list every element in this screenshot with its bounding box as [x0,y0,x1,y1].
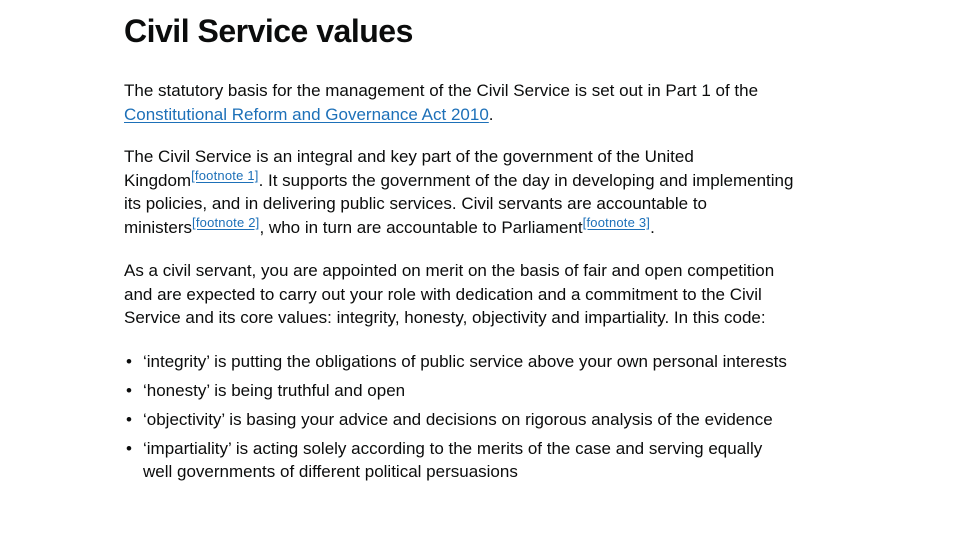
role-text-1: The Civil Service is an integral and key part of the government of the United Kingdom [124,147,694,190]
footnote-2-link[interactable]: [footnote 2] [192,214,260,230]
statutory-basis-end: . [488,104,494,124]
statutory-basis-text: The statutory basis for the management of the Civil Service is set out in Part 1 of the [124,81,759,100]
bullet: • [126,438,132,458]
values-list [124,350,794,483]
core-values-paragraph: As a civil servant, you are appointed on merit on the basis of fair and open competition and are expected to carry out your role with dedication and a commitment to the Civil Service and its core values: integrity, honesty, objectivity and impartiality. In this code: [124,261,775,327]
bullet: • [126,380,132,400]
role-text-2: . It supports the government of the day in developing and implementing its policies, and in delivering public services. Civil servants are accountable to ministers [124,170,794,237]
list-item-integrity [124,350,794,373]
role-text-3: , who in turn are accountable to Parliament [259,217,583,237]
bullet: • [126,351,132,371]
footnote-1-link[interactable]: [footnote 1] [191,167,259,183]
role-text-4: . [650,217,655,237]
list-item-impartiality [124,437,794,483]
footnote-3-link[interactable]: [footnote 3] [582,214,651,230]
page-title: Civil Service values [124,13,413,49]
civil-service-role-paragraph [124,145,794,239]
value-text: ‘integrity’ is putting the obligations of public service above your own personal interests [143,351,787,371]
page-content [124,10,794,489]
list-item-objectivity [124,408,794,431]
value-text: ‘impartiality’ is acting solely according to the merits of the case and serving equally well governments of different political persuasions [143,438,763,481]
value-text: ‘honesty’ is being truthful and open [143,380,406,400]
bullet: • [126,409,132,429]
constitutional-reform-act-link[interactable]: Constitutional Reform and Governance Act 2010 [124,104,489,124]
list-item-honesty [124,379,794,402]
statutory-basis-paragraph [124,79,794,126]
value-text: ‘objectivity’ is basing your advice and decisions on rigorous analysis of the evidence [143,409,773,429]
